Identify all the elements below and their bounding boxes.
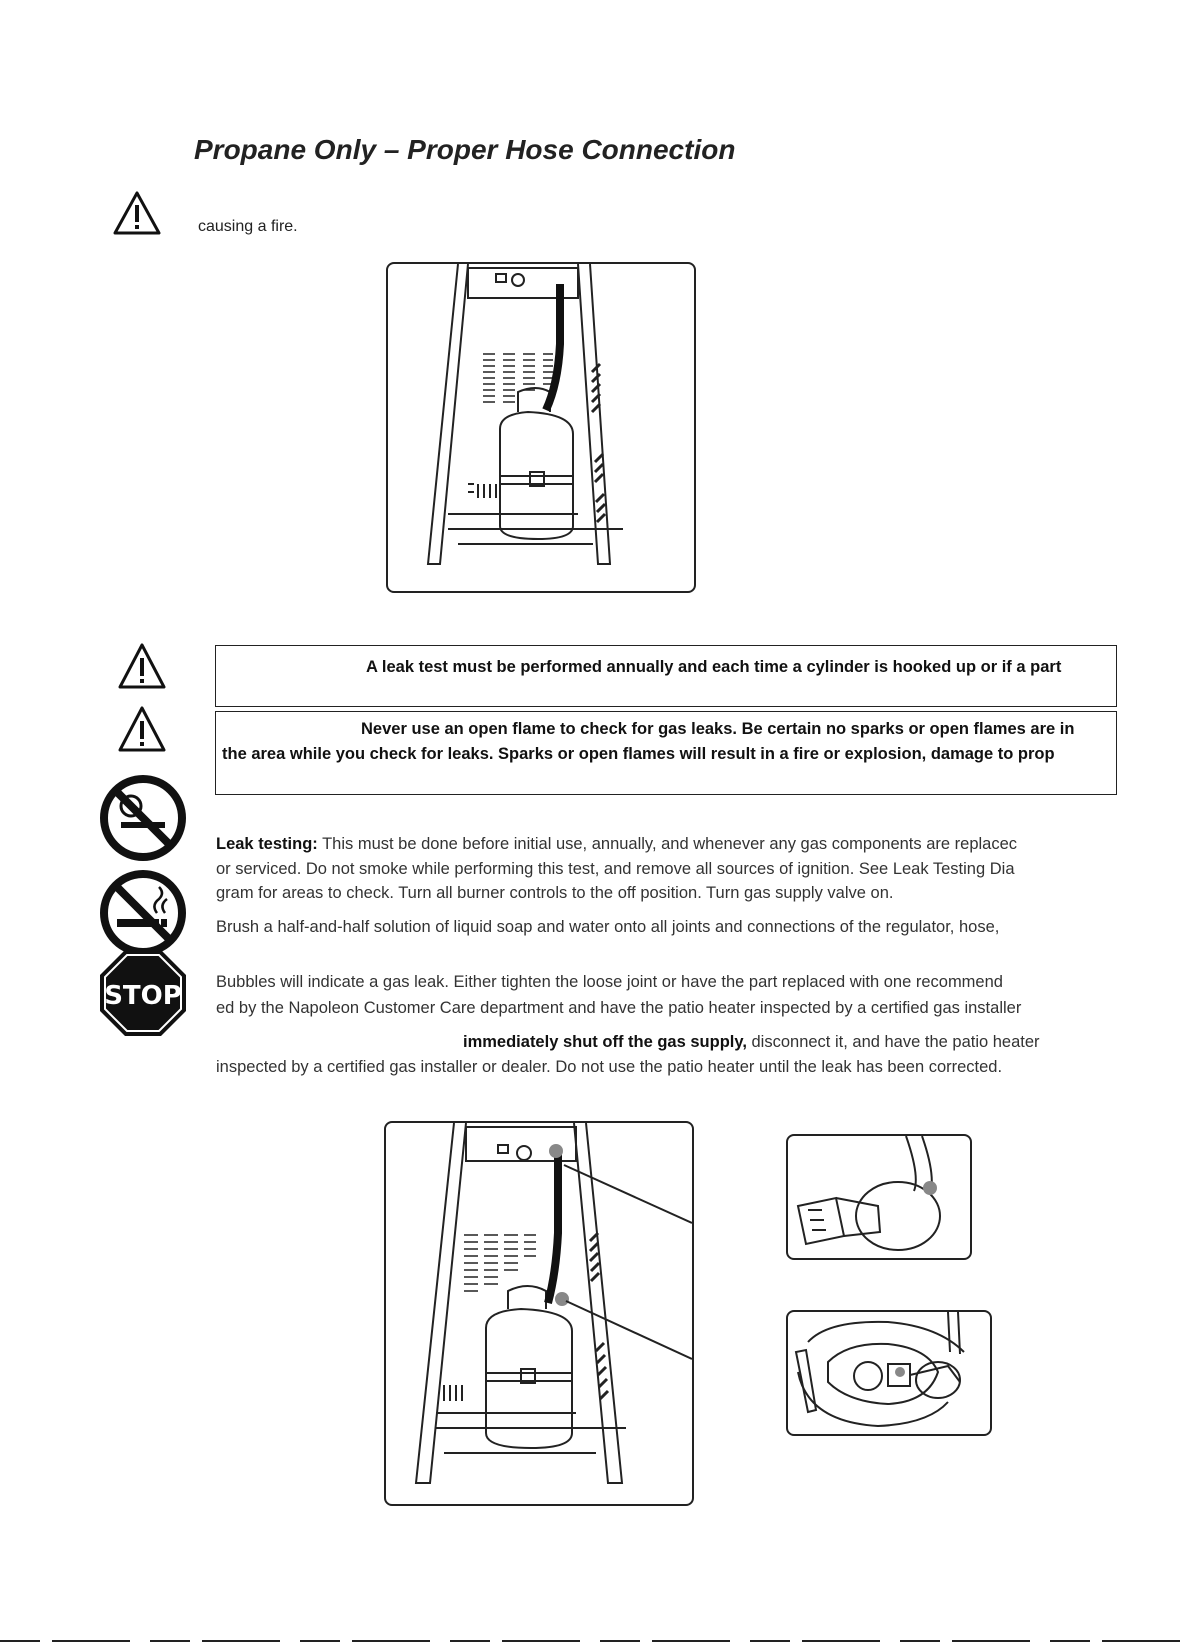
leak-testing-line — [216, 832, 1017, 857]
caution-text: causing a fire. — [198, 218, 298, 235]
paragraph-text: disconnect it, and have the patio heater — [746, 1033, 1040, 1051]
heater-illustration — [388, 264, 694, 591]
warning-triangle-icon — [112, 190, 162, 236]
leak-testing-diagram — [384, 1121, 694, 1506]
paragraph-text — [463, 1030, 1040, 1055]
paragraph-text: Brush a half-and-half solution of liquid soap and water onto all joints and connections of the regulator, hose, — [216, 918, 1000, 936]
heater-hose-figure — [386, 262, 696, 593]
paragraph-text: gram for areas to check. Turn all burner controls to the off position. Turn gas supply valve on. — [216, 884, 894, 902]
warning-triangle-icon — [117, 705, 167, 753]
leak-testing-heading: Leak testing: — [216, 835, 318, 853]
page-title: Propane Only – Proper Hose Connection — [194, 134, 736, 165]
warning-text: A leak test must be performed annually and each time a cylinder is hooked up or if a part — [366, 658, 1062, 676]
open-flame-warning-box — [215, 711, 1117, 795]
heater-leak-points-illustration — [386, 1123, 692, 1504]
paragraph-text: or serviced. Do not smoke while performing this test, and remove all sources of ignition. See Leak Testing Dia — [216, 860, 1015, 878]
stop-sign-icon — [98, 948, 188, 1038]
no-smoking-icon — [99, 869, 187, 957]
paragraph-text: ed by the Napoleon Customer Care department and have the patio heater inspected by a certified gas installer — [216, 999, 1022, 1017]
warning-triangle-icon — [117, 642, 167, 690]
warning-text: Never use an open flame to check for gas leaks. Be certain no sparks or open flames are in — [361, 720, 1075, 738]
cylinder-valve-detail-illustration — [788, 1312, 990, 1434]
paragraph-text: This must be done before initial use, annually, and whenever any gas components are replacec — [317, 835, 1018, 853]
shutoff-instruction: immediately shut off the gas supply, — [463, 1033, 747, 1051]
no-open-flame-icon — [99, 774, 187, 862]
cylinder-valve-detail-figure — [786, 1310, 992, 1436]
warning-text: the area while you check for leaks. Sparks or open flames will result in a fire or explosion, damage to prop — [222, 745, 1055, 763]
stop-label: STOP — [104, 981, 182, 1011]
leak-test-warning-box — [215, 645, 1117, 707]
regulator-detail-illustration — [788, 1136, 970, 1258]
paragraph-text: inspected by a certified gas installer or dealer. Do not use the patio heater until the leak has been corrected. — [216, 1058, 1003, 1076]
page-footer-line — [0, 1640, 1192, 1642]
paragraph-text: Bubbles will indicate a gas leak. Either tighten the loose joint or have the part replaced with one recommend — [216, 973, 1003, 991]
regulator-detail-figure — [786, 1134, 972, 1260]
